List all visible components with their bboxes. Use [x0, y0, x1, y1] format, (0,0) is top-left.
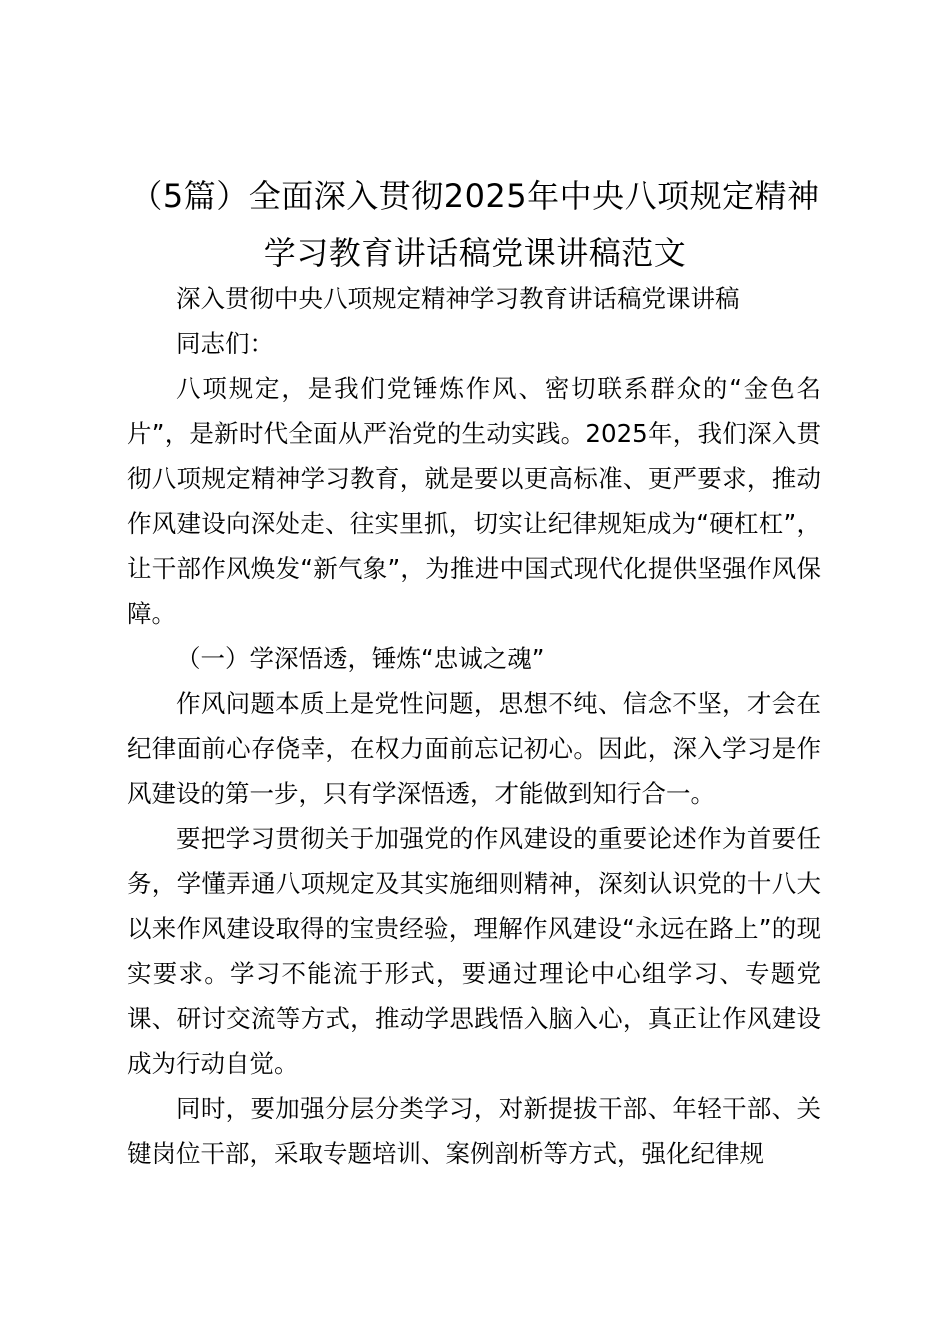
- paragraph-intro: 八项规定，是我们党锤炼作风、密切联系群众的“金色名片”，是新时代全面从严治党的生动实践。2025年，我们深入贯彻八项规定精神学习教育，就是要以更高标准、更严要求，推动作风建设向深处走、往实里抓，切实让纪律规矩成为“硬杠杠”，让干部作风焕发“新气象”，为推进中国式现代化提供坚强作风保障。: [127, 374, 821, 628]
- title-line-2: 学习教育讲话稿党课讲稿范文: [263, 234, 687, 272]
- paragraph-4: 同时，要加强分层分类学习，对新提拔干部、年轻干部、关键岗位干部，采取专题培训、案例剖析等方式，强化纪律规: [127, 1094, 821, 1168]
- speech-subtitle: 深入贯彻中央八项规定精神学习教育讲话稿党课讲稿: [176, 284, 740, 313]
- document-body: [127, 276, 821, 1176]
- document-title: [100, 168, 850, 282]
- section-heading-1: （一）学深悟透，锤炼“忠诚之魂”: [176, 644, 545, 673]
- paragraph-2: 作风问题本质上是党性问题，思想不纯、信念不坚，才会在纪律面前心存侥幸，在权力面前忘记初心。因此，深入学习是作风建设的第一步，只有学深悟透，才能做到知行合一。: [127, 689, 821, 808]
- title-line-1: （5篇）全面深入贯彻2025年中央八项规定精神: [130, 177, 820, 215]
- paragraph-3: 要把学习贯彻关于加强党的作风建设的重要论述作为首要任务，学懂弄通八项规定及其实施细则精神，深刻认识党的十八大以来作风建设取得的宝贵经验，理解作风建设“永远在路上”的现实要求。学习不能流于形式，要通过理论中心组学习、专题党课、研讨交流等方式，推动学思践悟入脑入心，真正让作风建设成为行动自觉。: [127, 824, 821, 1078]
- greeting: 同志们：: [176, 329, 274, 358]
